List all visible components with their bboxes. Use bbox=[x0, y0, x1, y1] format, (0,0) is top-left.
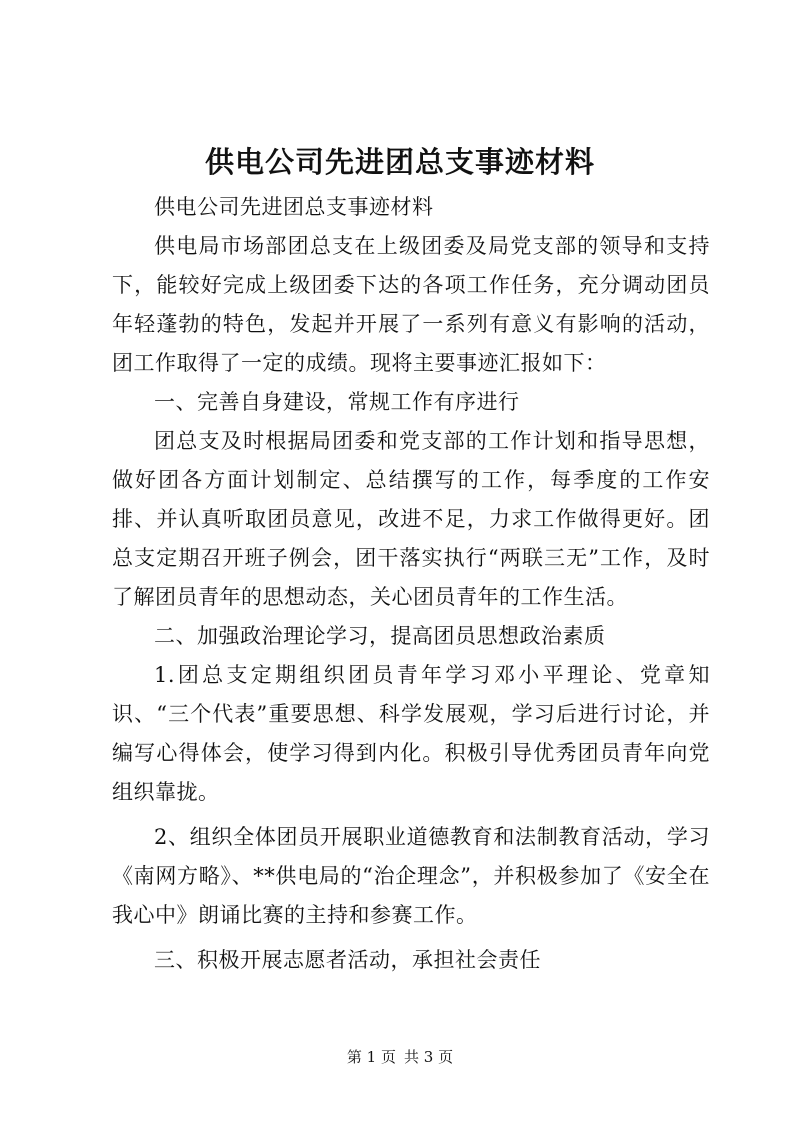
section-heading-1: 一、完善自身建设，常规工作有序进行 bbox=[154, 390, 520, 414]
section-heading-2: 二、加强政治理论学习，提高团员思想政治素质 bbox=[154, 624, 606, 648]
document-body bbox=[112, 188, 710, 980]
paragraph-intro: 供电局市场部团总支在上级团委及局党支部的领导和支持下，能较好完成上级团委下达的各项工作任务，充分调动团员年轻蓬勃的特色，发起并开展了一系列有意义有影响的活动，团工作取得了一定的成绩。现将主要事迹汇报如下： bbox=[112, 234, 710, 375]
paragraph-item-1: 1.团总支定期组织团员青年学习邓小平理论、党章知识、“三个代表”重要思想、科学发展观，学习后进行讨论，并编写心得体会，使学习得到内化。积极引导优秀团员青年向党组织靠拢。 bbox=[112, 663, 710, 804]
page-number: 第 1 页 bbox=[346, 1048, 396, 1066]
paragraph-item-2: 2、组织全体团员开展职业道德教育和法制教育活动，学习《南网方略》、**供电局的“治企理念”，并积极参加了《安全在我心中》朗诵比赛的主持和参赛工作。 bbox=[112, 825, 710, 927]
page-total: 共 3 页 bbox=[404, 1048, 454, 1066]
section-heading-3: 三、积极开展志愿者活动，承担社会责任 bbox=[154, 948, 541, 972]
page-footer bbox=[0, 1046, 800, 1067]
document-title: 供电公司先进团总支事迹材料 bbox=[204, 145, 595, 179]
paragraph-section-1: 团总支及时根据局团委和党支部的工作计划和指导思想，做好团各方面计划制定、总结撰写的工作，每季度的工作安排、并认真听取团员意见，改进不足，力求工作做得更好。团总支定期召开班子例会，团干落实执行“两联三无”工作，及时了解团员青年的思想动态，关心团员青年的工作生活。 bbox=[112, 429, 710, 609]
paragraph-subtitle: 供电公司先进团总支事迹材料 bbox=[154, 195, 434, 219]
